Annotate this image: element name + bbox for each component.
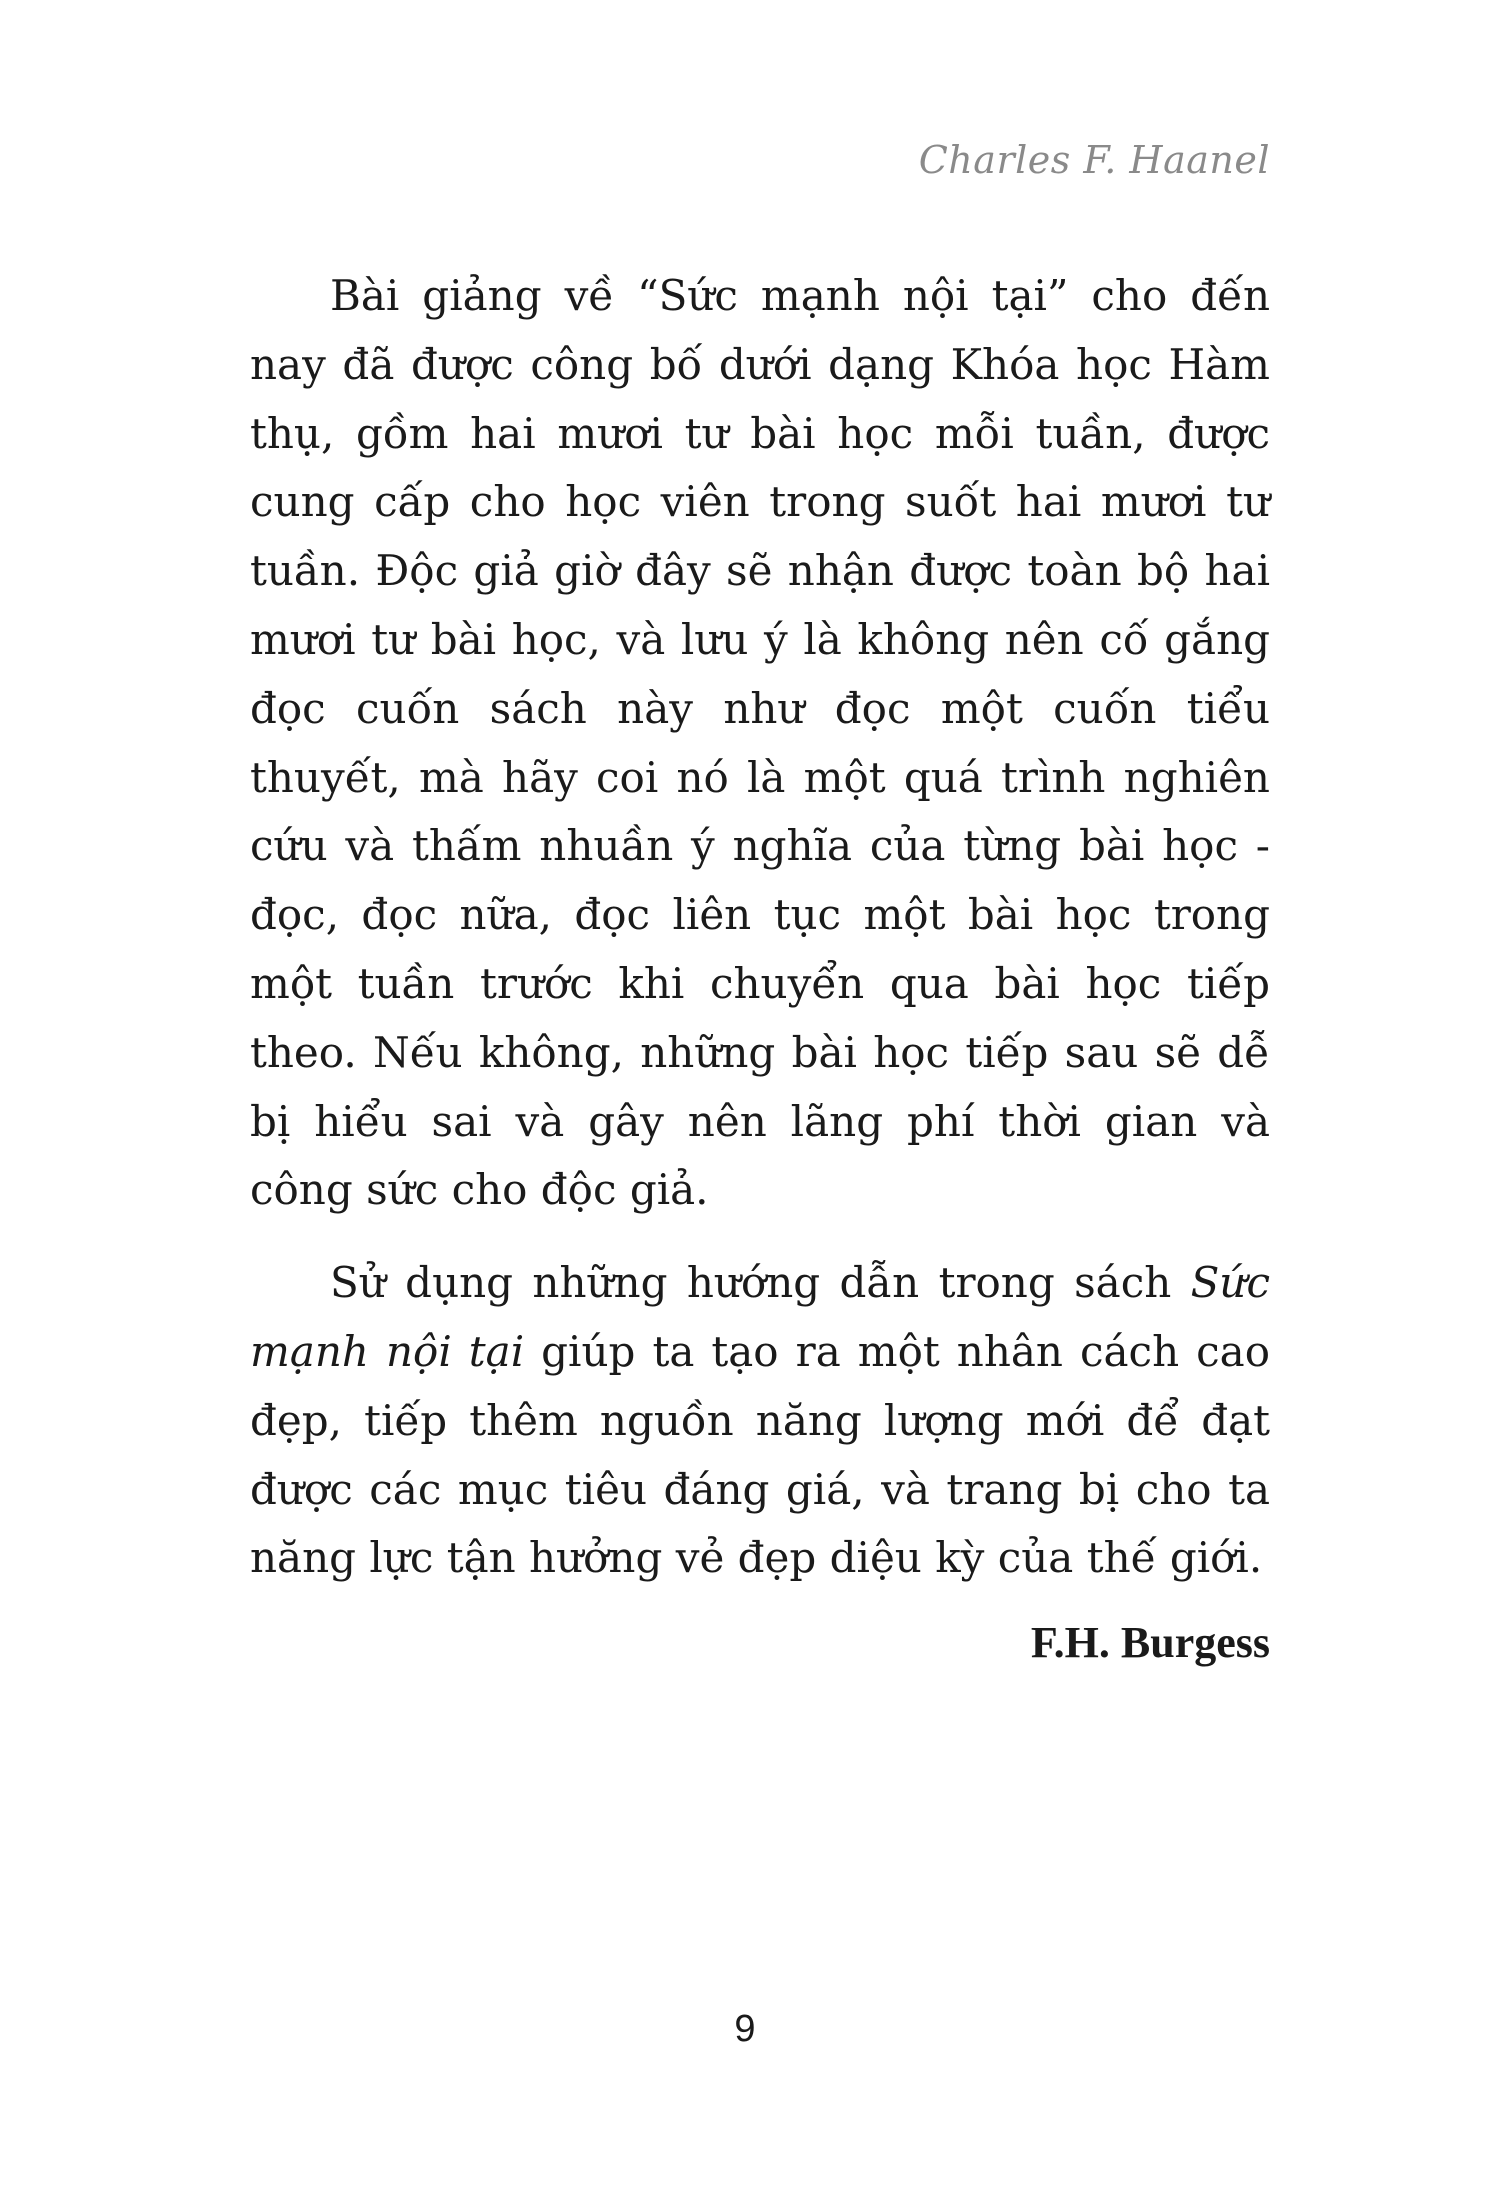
signature: F.H. Burgess xyxy=(1030,1618,1270,1668)
book-title-italic: Sức mạnh nội tại xyxy=(250,1258,1270,1376)
page-number: 9 xyxy=(734,2008,756,2050)
paragraph-2 xyxy=(250,1249,1270,1593)
running-header-author: Charles F. Haanel xyxy=(918,138,1270,182)
paragraph-2-rest: giúp ta tạo ra một nhân cách cao đẹp, tiếp thêm nguồn năng lượng mới để đạt được các mục tiêu đáng giá, và trang bị cho ta năng lực tận hưởng vẻ đẹp diệu kỳ của thế giới. xyxy=(250,1326,1270,1583)
paragraph-1: Bài giảng về “Sức mạnh nội tại” cho đến nay đã được công bố dưới dạng Khóa học Hàm thụ, gồm hai mươi tư bài học mỗi tuần, được cung cấp cho học viên trong suốt hai mươi tư tuần. Độc giả giờ đây sẽ nhận được toàn bộ hai mươi tư bài học, và lưu ý là không nên cố gắng đọc cuốn sách này như đọc một cuốn tiểu thuyết, mà hãy coi nó là một quá trình nghiên cứu và thấm nhuần ý nghĩa của từng bài học - đọc, đọc nữa, đọc liên tục một bài học trong một tuần trước khi chuyển qua bài học tiếp theo. Nếu không, những bài học tiếp sau sẽ dễ bị hiểu sai và gây nên lãng phí thời gian và công sức cho độc giả. xyxy=(250,271,1270,1215)
page-body xyxy=(250,262,1270,1673)
paragraph-2-lead: Sử dụng những hướng dẫn trong sách xyxy=(330,1258,1191,1308)
